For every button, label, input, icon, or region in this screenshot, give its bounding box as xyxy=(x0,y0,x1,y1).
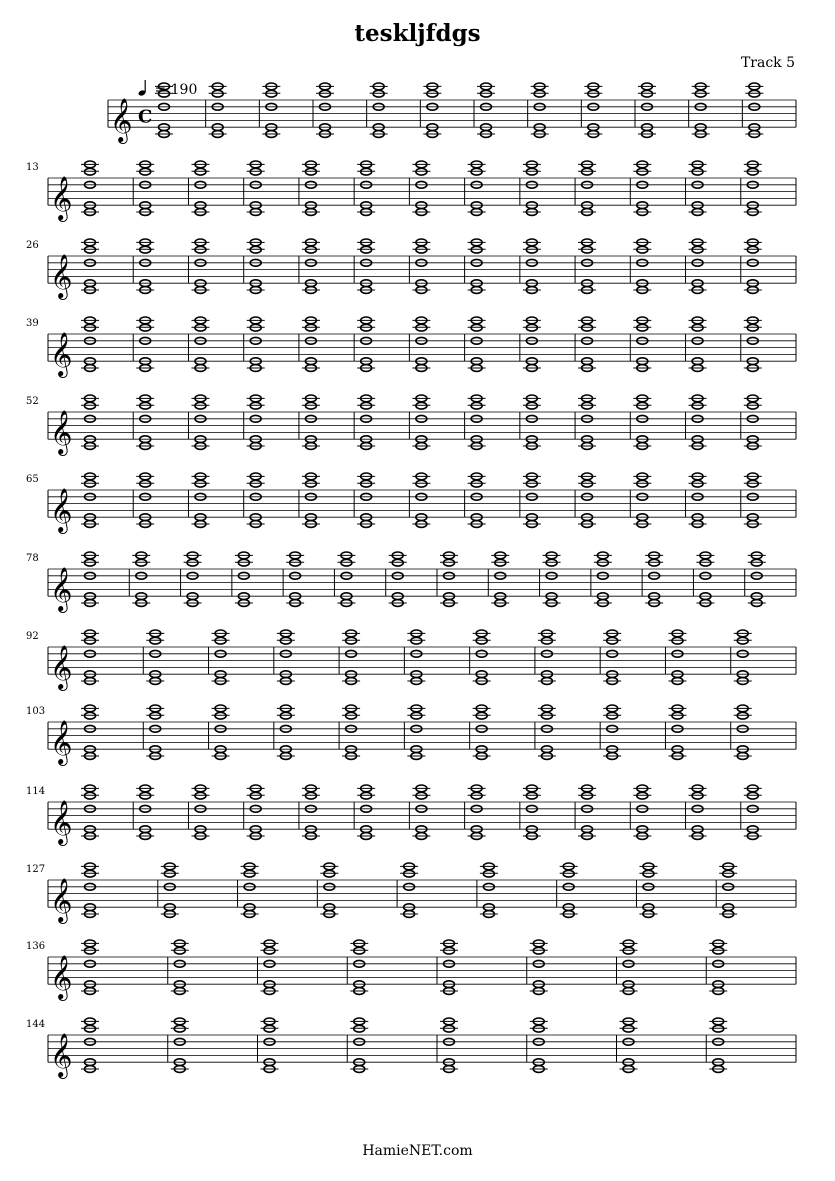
chord xyxy=(734,705,752,759)
chord xyxy=(620,1018,638,1072)
chord xyxy=(136,473,154,527)
chord xyxy=(692,83,710,137)
chord xyxy=(357,161,375,215)
staff-system xyxy=(26,785,796,846)
chord xyxy=(350,1018,368,1072)
chord xyxy=(689,473,707,527)
instrument-name: Track 5 xyxy=(740,55,795,71)
staff-system xyxy=(26,863,796,924)
chord xyxy=(235,552,253,606)
measure-number: 13 xyxy=(26,162,39,173)
chord xyxy=(357,239,375,293)
chord xyxy=(81,940,99,994)
chord xyxy=(389,552,407,606)
chord xyxy=(709,940,727,994)
chord xyxy=(81,239,99,293)
chord xyxy=(633,239,651,293)
whole-note xyxy=(195,168,206,175)
whole-note xyxy=(305,246,316,253)
chord xyxy=(350,940,368,994)
chord xyxy=(744,317,762,371)
measure-number: 78 xyxy=(26,553,39,564)
chord xyxy=(584,83,602,137)
chord xyxy=(468,395,486,449)
chord xyxy=(744,473,762,527)
staff-system xyxy=(26,630,796,691)
chord xyxy=(81,473,99,527)
measure-number: 103 xyxy=(26,706,46,717)
chord xyxy=(81,161,99,215)
chord xyxy=(578,473,596,527)
chord xyxy=(468,239,486,293)
chord xyxy=(412,473,430,527)
treble-clef-icon: 𝄞 xyxy=(50,878,73,923)
whole-note xyxy=(250,246,261,253)
staff-system xyxy=(108,83,796,144)
staff-system xyxy=(26,705,796,766)
measure-number: 127 xyxy=(26,864,46,875)
chord xyxy=(316,83,334,137)
treble-clef-icon: 𝄞 xyxy=(50,567,73,612)
whole-note xyxy=(195,246,206,253)
chord xyxy=(191,395,209,449)
chord xyxy=(184,552,202,606)
chord xyxy=(603,705,621,759)
chord xyxy=(302,239,320,293)
chord xyxy=(132,552,150,606)
whole-note xyxy=(747,246,758,253)
chord xyxy=(578,785,596,839)
chord xyxy=(261,940,279,994)
chord xyxy=(543,552,561,606)
chord xyxy=(668,705,686,759)
chord xyxy=(633,473,651,527)
chord xyxy=(81,395,99,449)
whole-note xyxy=(471,168,482,175)
chord xyxy=(538,705,556,759)
chord xyxy=(689,161,707,215)
chord xyxy=(594,552,612,606)
chord xyxy=(277,705,295,759)
footer-credit: HamieNET.com xyxy=(362,1143,473,1159)
chord xyxy=(633,161,651,215)
chord xyxy=(241,863,259,917)
chord xyxy=(81,785,99,839)
chord xyxy=(81,863,99,917)
chord xyxy=(247,317,265,371)
chord xyxy=(709,1018,727,1072)
whole-note xyxy=(305,168,316,175)
measure-number: 144 xyxy=(26,1019,46,1030)
chord xyxy=(440,1018,458,1072)
chord xyxy=(342,705,360,759)
chord xyxy=(191,785,209,839)
treble-clef-icon: 𝄞 xyxy=(50,254,73,299)
chord xyxy=(468,161,486,215)
chord xyxy=(171,940,189,994)
tempo-value: = 190 xyxy=(154,82,198,98)
staff-system xyxy=(26,473,796,534)
chord xyxy=(523,317,541,371)
whole-note xyxy=(85,168,96,175)
chord xyxy=(247,473,265,527)
chord xyxy=(136,161,154,215)
chord xyxy=(745,83,763,137)
whole-note xyxy=(692,168,703,175)
whole-note xyxy=(526,168,537,175)
chord xyxy=(523,161,541,215)
chord xyxy=(440,940,458,994)
chord xyxy=(191,161,209,215)
time-signature: C xyxy=(138,106,153,128)
chord xyxy=(81,552,99,606)
chord xyxy=(81,630,99,684)
chord xyxy=(212,630,230,684)
chord xyxy=(191,239,209,293)
whole-note xyxy=(582,246,593,253)
measure-number: 114 xyxy=(26,786,46,797)
treble-clef-icon: 𝄞 xyxy=(50,176,73,221)
chord xyxy=(530,1018,548,1072)
chord xyxy=(689,395,707,449)
treble-clef-icon: 𝄞 xyxy=(50,410,73,455)
chord xyxy=(337,552,355,606)
chord xyxy=(491,552,509,606)
chord xyxy=(320,863,338,917)
chord xyxy=(748,552,766,606)
chord xyxy=(302,473,320,527)
chord xyxy=(412,317,430,371)
chord xyxy=(155,83,173,137)
chord xyxy=(423,83,441,137)
chord xyxy=(578,239,596,293)
chord xyxy=(668,630,686,684)
measure-number: 92 xyxy=(26,631,39,642)
treble-clef-icon: 𝄞 xyxy=(50,800,73,845)
chord xyxy=(523,239,541,293)
measure-number: 52 xyxy=(26,396,39,407)
whole-note xyxy=(250,168,261,175)
chord xyxy=(638,83,656,137)
chord xyxy=(578,161,596,215)
chord xyxy=(342,630,360,684)
chord xyxy=(468,317,486,371)
treble-clef-icon: 𝄞 xyxy=(50,955,73,1000)
chord xyxy=(689,239,707,293)
chord xyxy=(468,785,486,839)
measure-number: 39 xyxy=(26,318,39,329)
chord xyxy=(689,785,707,839)
chord xyxy=(468,473,486,527)
staff-system xyxy=(26,552,796,613)
chord xyxy=(161,863,179,917)
chord xyxy=(407,630,425,684)
chord xyxy=(689,317,707,371)
chord xyxy=(277,630,295,684)
chord xyxy=(357,395,375,449)
whole-note xyxy=(637,246,648,253)
measure-number: 65 xyxy=(26,474,39,485)
chord xyxy=(136,785,154,839)
chord xyxy=(719,863,737,917)
chord xyxy=(247,395,265,449)
chord xyxy=(538,630,556,684)
chord xyxy=(560,863,578,917)
chord xyxy=(302,161,320,215)
chord xyxy=(633,785,651,839)
chord xyxy=(734,630,752,684)
chord xyxy=(286,552,304,606)
chord xyxy=(262,83,280,137)
chord xyxy=(357,785,375,839)
chord xyxy=(81,705,99,759)
chord xyxy=(247,161,265,215)
chord xyxy=(136,239,154,293)
chord xyxy=(645,552,663,606)
chord xyxy=(578,317,596,371)
chord xyxy=(370,83,388,137)
chord xyxy=(171,1018,189,1072)
chord xyxy=(744,161,762,215)
treble-clef-icon: 𝄞 xyxy=(50,720,73,765)
chord xyxy=(412,239,430,293)
whole-note xyxy=(582,168,593,175)
chord xyxy=(473,630,491,684)
chord xyxy=(247,785,265,839)
chord xyxy=(81,1018,99,1072)
chord xyxy=(530,940,548,994)
whole-note xyxy=(526,246,537,253)
chord xyxy=(146,705,164,759)
measure-number: 136 xyxy=(26,941,46,952)
chord xyxy=(209,83,227,137)
chord xyxy=(136,317,154,371)
whole-note xyxy=(416,168,427,175)
chord xyxy=(302,317,320,371)
chord xyxy=(523,395,541,449)
chord xyxy=(523,785,541,839)
whole-note xyxy=(637,168,648,175)
whole-note xyxy=(416,246,427,253)
whole-note xyxy=(361,168,372,175)
score-title: teskljfdgs xyxy=(354,20,481,47)
chord xyxy=(523,473,541,527)
chord xyxy=(744,239,762,293)
whole-note xyxy=(140,168,151,175)
staff-system xyxy=(26,161,796,222)
whole-note xyxy=(692,246,703,253)
chord xyxy=(744,785,762,839)
chord xyxy=(696,552,714,606)
chord xyxy=(191,473,209,527)
chord xyxy=(633,395,651,449)
chord xyxy=(477,83,495,137)
chord xyxy=(357,317,375,371)
chord xyxy=(473,705,491,759)
chord xyxy=(302,785,320,839)
chord xyxy=(620,940,638,994)
staff-system xyxy=(26,239,796,300)
chord xyxy=(633,317,651,371)
chord xyxy=(146,630,164,684)
treble-clef-icon: 𝄞 xyxy=(50,1033,73,1078)
chord xyxy=(407,705,425,759)
treble-clef-icon: 𝄞 xyxy=(110,98,133,143)
chord xyxy=(480,863,498,917)
chord xyxy=(440,552,458,606)
chord xyxy=(81,317,99,371)
chord xyxy=(531,83,549,137)
chord xyxy=(578,395,596,449)
staff-system xyxy=(26,940,796,1001)
whole-note xyxy=(140,246,151,253)
chord xyxy=(191,317,209,371)
chord xyxy=(603,630,621,684)
chord xyxy=(357,473,375,527)
chord xyxy=(412,785,430,839)
chord xyxy=(412,395,430,449)
whole-note xyxy=(85,246,96,253)
whole-note xyxy=(361,246,372,253)
chord xyxy=(412,161,430,215)
chord xyxy=(261,1018,279,1072)
treble-clef-icon: 𝄞 xyxy=(50,488,73,533)
chord xyxy=(302,395,320,449)
chord xyxy=(400,863,418,917)
treble-clef-icon: 𝄞 xyxy=(50,332,73,377)
chord xyxy=(744,395,762,449)
staff-system xyxy=(26,395,796,456)
whole-note xyxy=(747,168,758,175)
chord xyxy=(212,705,230,759)
measure-number: 26 xyxy=(26,240,39,251)
treble-clef-icon: 𝄞 xyxy=(50,645,73,690)
whole-note xyxy=(471,246,482,253)
chord xyxy=(247,239,265,293)
chord xyxy=(639,863,657,917)
staff-system xyxy=(26,1018,796,1079)
staff-system xyxy=(26,317,796,378)
chord xyxy=(136,395,154,449)
